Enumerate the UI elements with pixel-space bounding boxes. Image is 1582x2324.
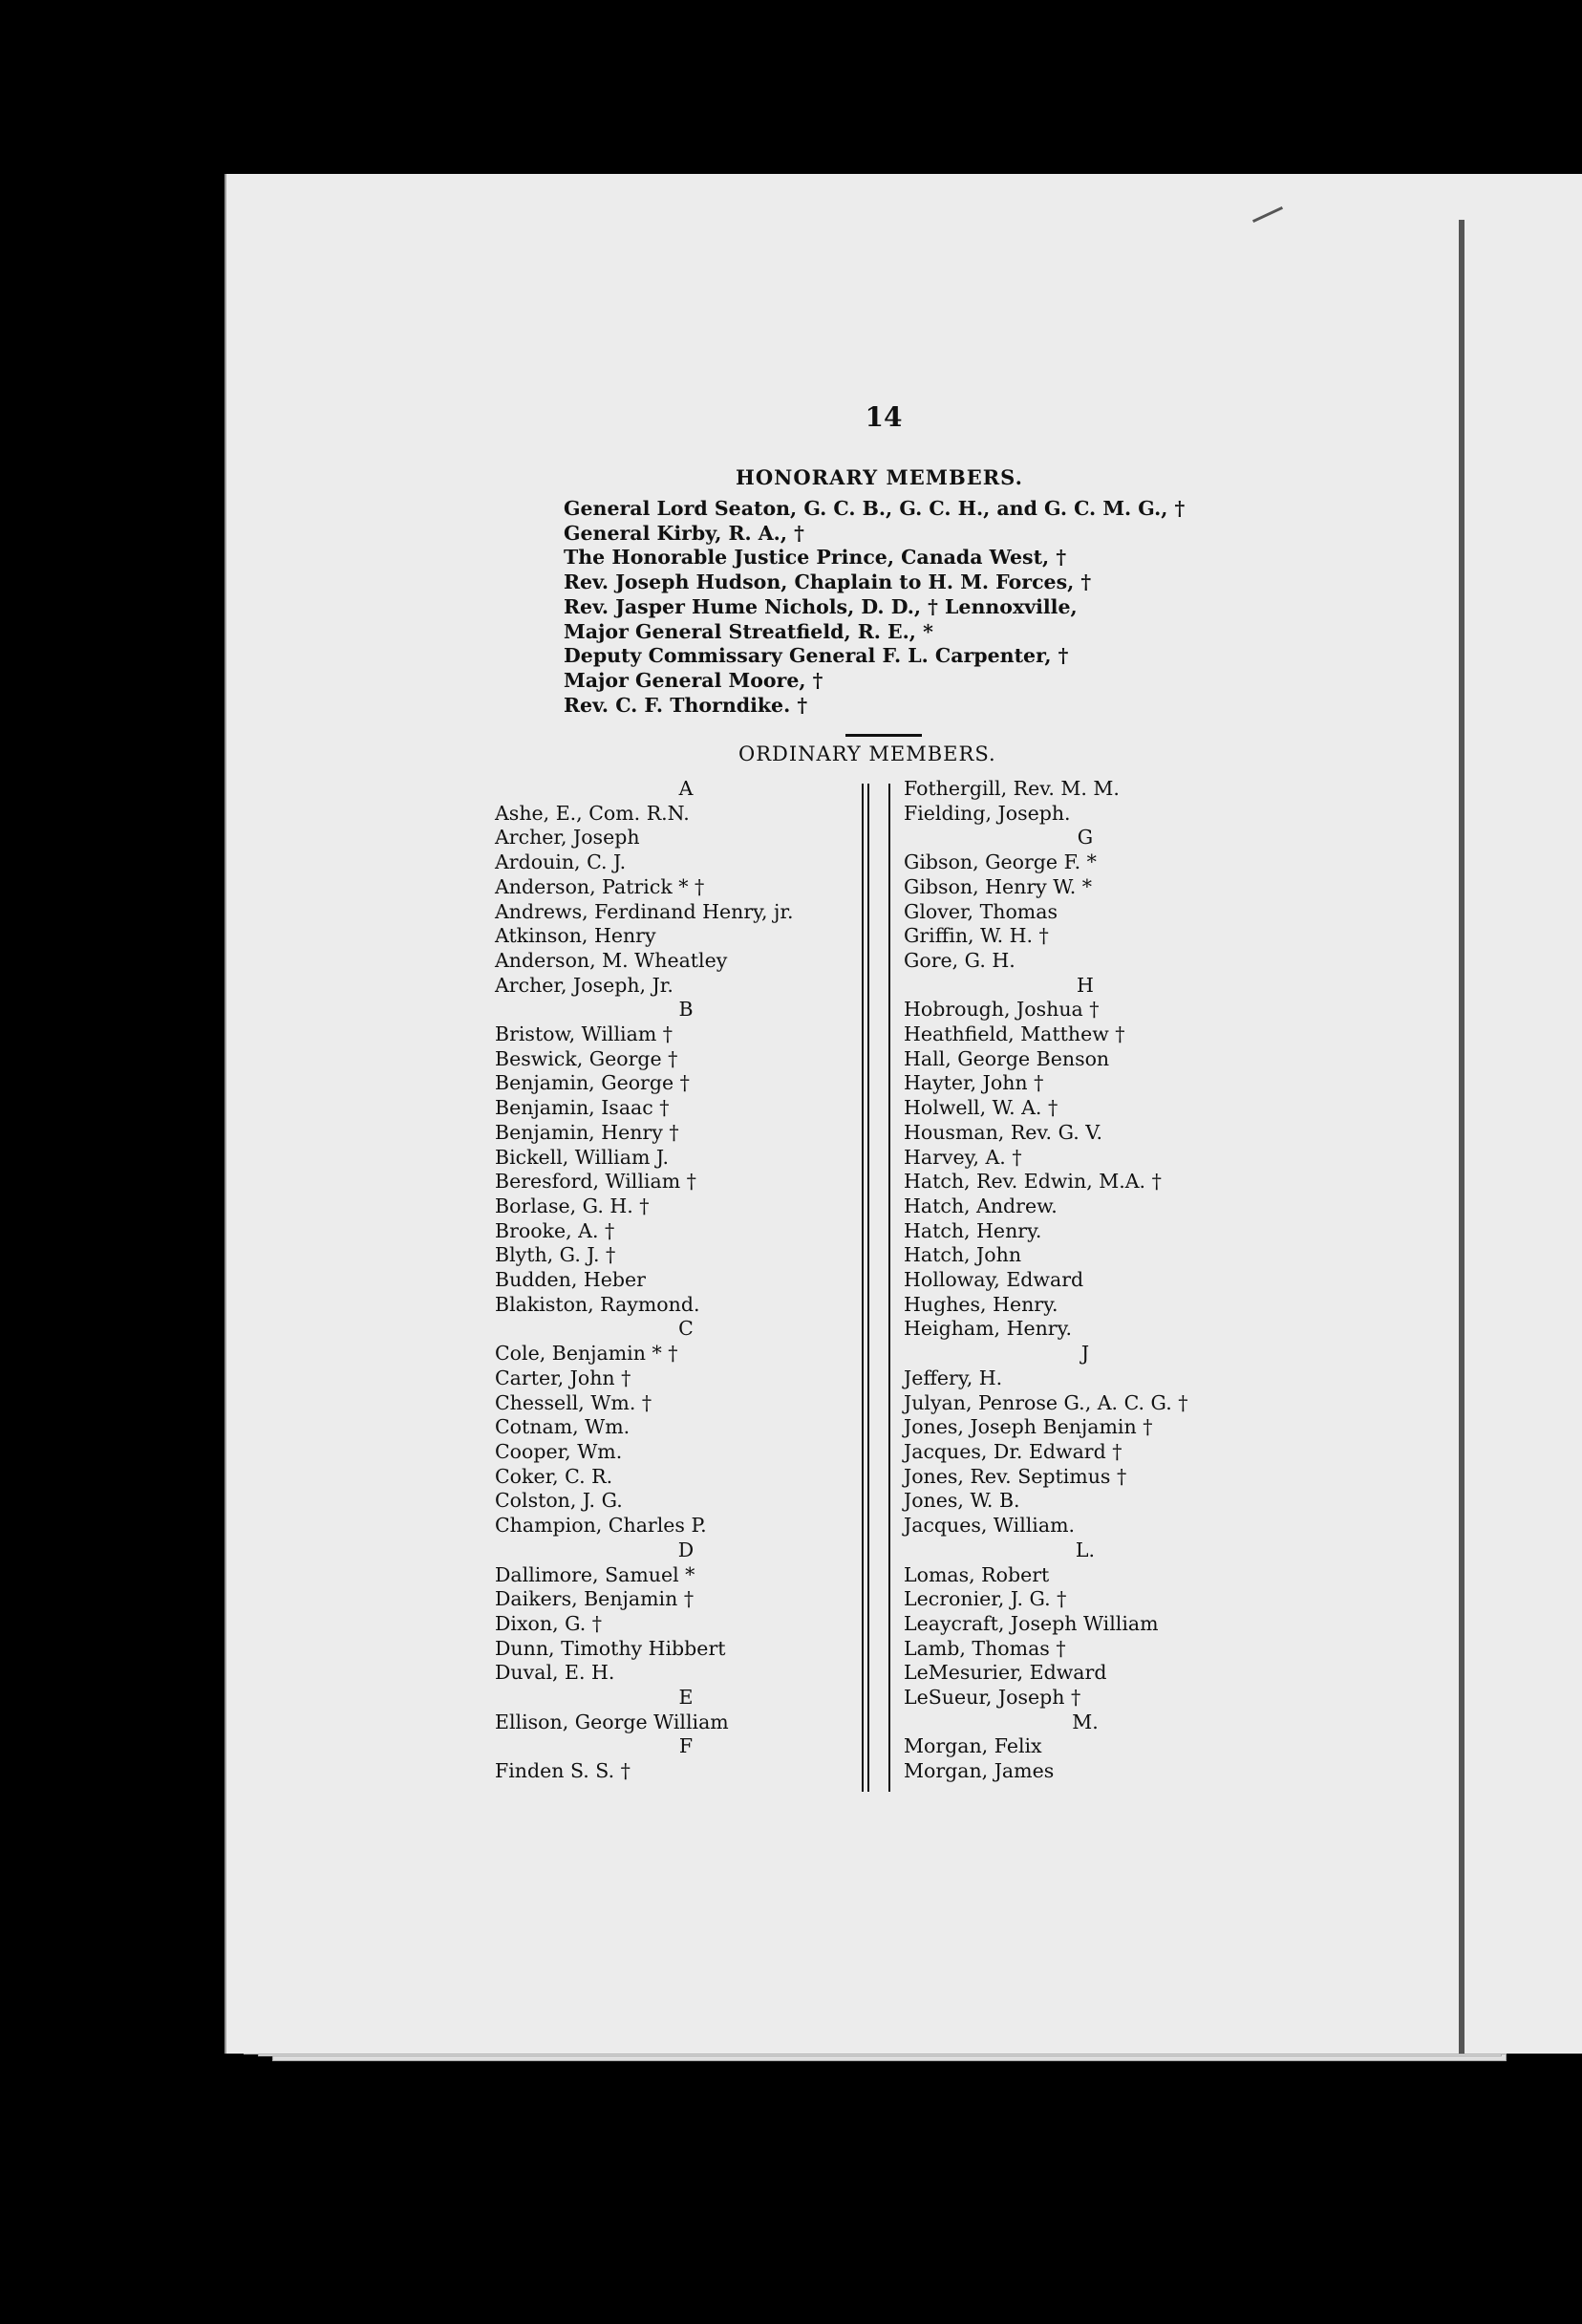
- member-entry: Budden, Heber: [495, 1268, 646, 1292]
- member-entry: Beswick, George †: [495, 1046, 678, 1070]
- member-entry: Champion, Charles P.: [495, 1514, 707, 1538]
- member-entry: Lamb, Thomas †: [904, 1636, 1066, 1660]
- member-entry: Cotnam, Wm.: [495, 1415, 631, 1439]
- section-divider: [845, 734, 922, 737]
- member-entry: Morgan, James: [904, 1759, 1055, 1783]
- member-entry: Leaycraft, Joseph William: [904, 1611, 1159, 1635]
- column-rule: [888, 784, 890, 1792]
- member-entry: Jacques, Dr. Edward †: [904, 1439, 1122, 1463]
- honorary-member: General Lord Seaton, G. C. B., G. C. H., and G. C. M. G., †: [564, 497, 1186, 520]
- member-entry: Hatch, Henry.: [904, 1218, 1042, 1242]
- alphabet-letter-heading: M.: [1072, 1710, 1099, 1733]
- member-entry: Heathfield, Matthew †: [904, 1022, 1125, 1046]
- alphabet-letter-heading: L.: [1075, 1538, 1096, 1561]
- member-entry: Ashe, E., Com. R.N.: [495, 801, 690, 825]
- member-entry: Jones, Rev. Septimus †: [904, 1464, 1127, 1488]
- member-entry: Hatch, Andrew.: [904, 1194, 1058, 1217]
- alphabet-letter-heading: F: [678, 1734, 694, 1758]
- member-entry: Hatch, Rev. Edwin, M.A. †: [904, 1170, 1162, 1194]
- honorary-member: Major General Moore, †: [564, 668, 823, 692]
- member-entry: Housman, Rev. G. V.: [904, 1120, 1103, 1144]
- member-entry: Jacques, William.: [904, 1514, 1076, 1538]
- member-entry: Morgan, Felix: [904, 1734, 1042, 1758]
- member-entry: Dunn, Timothy Hibbert: [495, 1636, 726, 1660]
- member-entry: Coker, C. R.: [495, 1464, 613, 1488]
- member-entry: Lomas, Robert: [904, 1562, 1050, 1586]
- member-entry: LeMesurier, Edward: [904, 1661, 1107, 1685]
- member-entry: Heigham, Henry.: [904, 1317, 1072, 1341]
- member-entry: Cole, Benjamin * †: [495, 1342, 678, 1366]
- member-entry: Atkinson, Henry: [495, 924, 656, 948]
- member-entry: Anderson, M. Wheatley: [495, 948, 728, 972]
- member-entry: Finden S. S. †: [495, 1759, 631, 1783]
- member-entry: Holloway, Edward: [904, 1268, 1084, 1292]
- alphabet-letter-heading: G: [1077, 826, 1094, 850]
- member-entry: Duval, E. H.: [495, 1661, 615, 1685]
- member-entry: Bristow, William †: [495, 1022, 673, 1046]
- ordinary-heading: ORDINARY MEMBERS.: [738, 742, 996, 765]
- member-entry: Carter, John †: [495, 1366, 631, 1389]
- ordinary-left-column: [495, 777, 858, 1784]
- member-entry: Fothergill, Rev. M. M.: [904, 777, 1120, 800]
- honorary-heading: HONORARY MEMBERS.: [736, 465, 1023, 489]
- member-entry: Archer, Joseph: [495, 826, 640, 850]
- member-entry: Hatch, John: [904, 1243, 1022, 1267]
- member-entry: Julyan, Penrose G., A. C. G. †: [904, 1390, 1188, 1414]
- member-entry: Benjamin, Isaac †: [495, 1096, 670, 1120]
- member-entry: Cooper, Wm.: [495, 1439, 623, 1463]
- member-entry: Anderson, Patrick * †: [495, 874, 705, 898]
- member-entry: Archer, Joseph, Jr.: [495, 973, 673, 997]
- member-entry: Ellison, George William: [495, 1710, 729, 1733]
- member-entry: Brooke, A. †: [495, 1218, 615, 1242]
- alphabet-letter-heading: D: [677, 1538, 695, 1561]
- member-entry: Benjamin, Henry †: [495, 1120, 679, 1144]
- member-entry: Colston, J. G.: [495, 1489, 623, 1513]
- member-entry: Harvey, A. †: [904, 1145, 1022, 1169]
- member-entry: Hall, George Benson: [904, 1046, 1110, 1070]
- alphabet-letter-heading: H: [1077, 973, 1094, 997]
- honorary-members-list: [564, 497, 1185, 718]
- page-number: 14: [865, 401, 903, 433]
- honorary-member: Rev. C. F. Thorndike. †: [564, 693, 808, 717]
- member-entry: Borlase, G. H. †: [495, 1194, 650, 1217]
- member-entry: Jones, Joseph Benjamin †: [904, 1415, 1153, 1439]
- member-entry: Hayter, John †: [904, 1071, 1044, 1095]
- honorary-member: Rev. Joseph Hudson, Chaplain to H. M. Forces, †: [564, 570, 1092, 594]
- honorary-member: Deputy Commissary General F. L. Carpenter, †: [564, 644, 1069, 668]
- member-entry: Gore, G. H.: [904, 948, 1015, 972]
- member-entry: Chessell, Wm. †: [495, 1390, 652, 1414]
- member-entry: Jones, W. B.: [904, 1489, 1020, 1513]
- member-entry: Hughes, Henry.: [904, 1292, 1058, 1316]
- member-entry: Andrews, Ferdinand Henry, jr.: [495, 899, 794, 923]
- member-entry: Griffin, W. H. †: [904, 924, 1049, 948]
- member-entry: Ardouin, C. J.: [495, 850, 627, 874]
- member-entry: Fielding, Joseph.: [904, 801, 1071, 825]
- member-entry: Blakiston, Raymond.: [495, 1292, 700, 1316]
- column-rule: [867, 784, 869, 1792]
- member-entry: LeSueur, Joseph †: [904, 1686, 1081, 1710]
- alphabet-letter-heading: A: [678, 777, 694, 800]
- honorary-member: Major General Streatfield, R. E., *: [564, 619, 933, 643]
- alphabet-letter-heading: B: [678, 998, 694, 1022]
- member-entry: Dallimore, Samuel *: [495, 1562, 695, 1586]
- alphabet-letter-heading: J: [1080, 1342, 1090, 1366]
- alphabet-letter-heading: E: [678, 1686, 694, 1710]
- member-entry: Hobrough, Joshua †: [904, 998, 1100, 1022]
- member-entry: Beresford, William †: [495, 1170, 696, 1194]
- member-entry: Jeffery, H.: [904, 1366, 1003, 1389]
- member-entry: Lecronier, J. G. †: [904, 1587, 1067, 1611]
- member-entry: Benjamin, George †: [495, 1071, 690, 1095]
- honorary-member: General Kirby, R. A., †: [564, 521, 804, 545]
- member-entry: Dixon, G. †: [495, 1611, 603, 1635]
- member-entry: Bickell, William J.: [495, 1145, 670, 1169]
- ordinary-right-column: [904, 777, 1267, 1784]
- member-entry: Gibson, Henry W. *: [904, 874, 1093, 898]
- member-entry: Holwell, W. A. †: [904, 1096, 1058, 1120]
- member-entry: Blyth, G. J. †: [495, 1243, 616, 1267]
- column-rule: [862, 784, 864, 1792]
- alphabet-letter-heading: C: [678, 1317, 694, 1341]
- member-entry: Daikers, Benjamin †: [495, 1587, 695, 1611]
- honorary-member: Rev. Jasper Hume Nichols, D. D., † Lennoxville,: [564, 594, 1078, 618]
- member-entry: Gibson, George F. *: [904, 850, 1097, 874]
- honorary-member: The Honorable Justice Prince, Canada West, †: [564, 546, 1067, 570]
- member-entry: Glover, Thomas: [904, 899, 1058, 923]
